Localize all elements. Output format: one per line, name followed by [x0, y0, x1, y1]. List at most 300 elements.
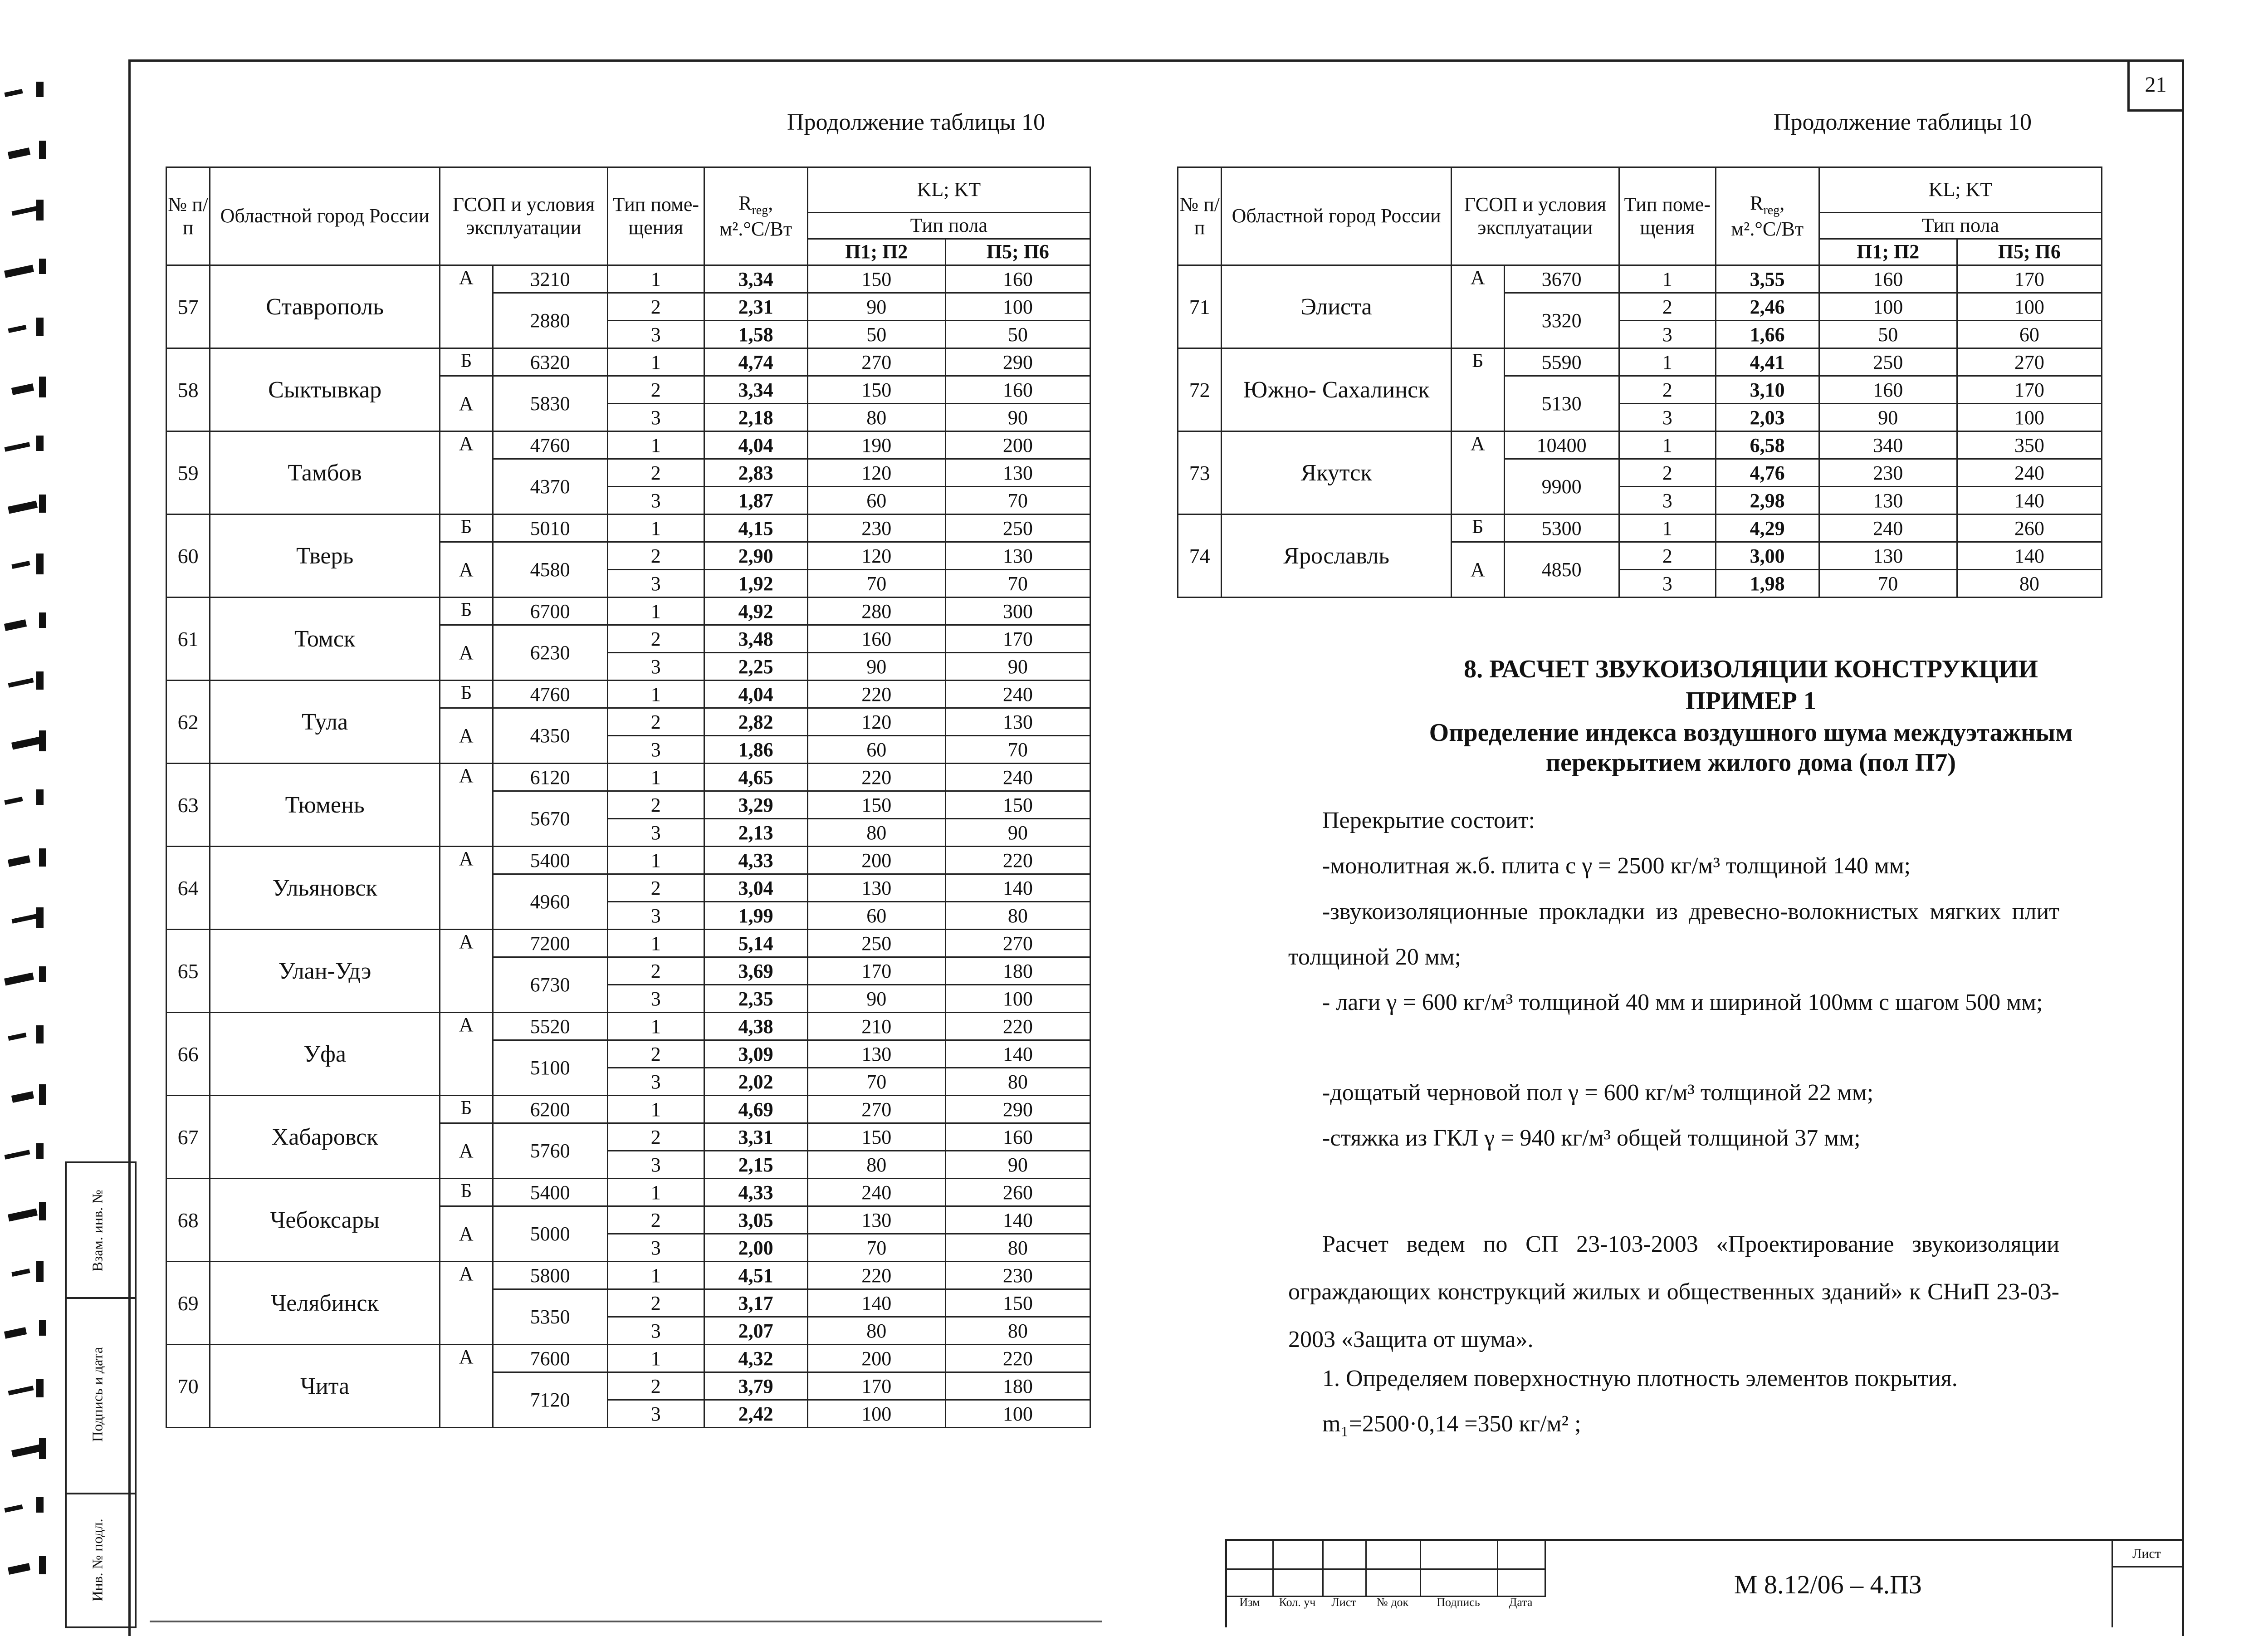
document-code: М 8.12/06 – 4.ПЗ: [1545, 1541, 2113, 1627]
p12-cell: 230: [807, 514, 945, 542]
table-row: [166, 764, 1090, 791]
p56-cell: 60: [1957, 321, 2102, 348]
scan-edge-mark: [12, 914, 38, 923]
left-table-caption: Продолжение таблицы 10: [787, 109, 1045, 135]
rreq-cell: 4,92: [704, 598, 807, 625]
room-type-cell: 2: [1619, 293, 1716, 321]
condition-cell: Б: [440, 348, 493, 376]
room-type-cell: 2: [1619, 459, 1716, 487]
p56-cell: 300: [945, 598, 1090, 625]
gsop-cell: 5590: [1504, 348, 1619, 376]
section-example: ПРИМЕР 1: [1686, 687, 1816, 715]
scan-edge-mark: [39, 1438, 46, 1459]
room-type-cell: 1: [607, 1013, 704, 1040]
p56-cell: 260: [945, 1179, 1090, 1206]
city-name: Улан-Удэ: [210, 930, 440, 1013]
p12-cell: 160: [1819, 265, 1957, 293]
gsop-cell: 10400: [1504, 431, 1619, 459]
tb-cell: [1497, 1541, 1546, 1570]
tb-col-label: Лист: [1331, 1596, 1356, 1609]
tb-cell: [1365, 1541, 1421, 1570]
room-type-cell: 2: [607, 791, 704, 819]
p12-cell: 130: [807, 874, 945, 902]
p12-cell: 90: [807, 293, 945, 321]
scan-edge-mark: [39, 1556, 46, 1574]
room-type-cell: 3: [607, 653, 704, 681]
row-number: 64: [166, 847, 210, 930]
rreq-cell: 2,13: [704, 819, 807, 847]
room-type-cell: 3: [1619, 487, 1716, 514]
rreq-cell: 4,04: [704, 431, 807, 459]
p56-cell: 140: [1957, 542, 2102, 570]
gsop-cell: 5400: [493, 847, 607, 874]
p12-cell: 170: [807, 1372, 945, 1400]
table-row: [166, 1013, 1090, 1040]
room-type-cell: 2: [607, 625, 704, 653]
scan-edge-mark: [8, 1209, 38, 1222]
col-city-header: Областной город России: [210, 167, 440, 265]
scan-edge-mark: [8, 147, 30, 159]
gsop-cell: 9900: [1504, 459, 1619, 514]
p56-cell: 140: [1957, 487, 2102, 514]
p12-cell: 240: [807, 1179, 945, 1206]
p56-cell: 240: [945, 764, 1090, 791]
row-number: 70: [166, 1345, 210, 1428]
col-floor-header: Тип пола: [807, 213, 1090, 239]
p56-cell: 80: [945, 1317, 1090, 1345]
col-p12-header: П1; П2: [807, 239, 945, 265]
p12-cell: 190: [807, 431, 945, 459]
gsop-cell: 4580: [493, 542, 607, 598]
scan-edge-mark: [11, 383, 34, 395]
scan-edge-mark: [36, 318, 44, 336]
tb-cell: [1420, 1541, 1498, 1570]
scan-edge-mark: [36, 436, 44, 451]
paragraph-layer-5: -стяжка из ГКЛ γ = 940 кг/м³ общей толщиной 37 мм;: [1322, 1125, 1861, 1151]
row-number: 67: [166, 1096, 210, 1179]
scan-edge-mark: [36, 789, 44, 805]
room-type-cell: 3: [607, 819, 704, 847]
room-type-cell: 1: [607, 431, 704, 459]
room-type-cell: 3: [607, 1151, 704, 1179]
p56-cell: 180: [945, 957, 1090, 985]
gsop-cell: 5000: [493, 1206, 607, 1262]
condition-cell: А: [440, 1262, 493, 1345]
rreq-cell: 2,46: [1716, 293, 1819, 321]
room-type-cell: 3: [607, 1400, 704, 1428]
p56-cell: 80: [945, 902, 1090, 930]
tb-cell: [1227, 1568, 1274, 1597]
p12-cell: 130: [1819, 487, 1957, 514]
room-type-cell: 1: [607, 681, 704, 708]
gsop-cell: 4850: [1504, 542, 1619, 598]
p56-cell: 150: [945, 791, 1090, 819]
condition-cell: А: [440, 376, 493, 431]
rreq-cell: 4,33: [704, 847, 807, 874]
tb-cell: [1322, 1541, 1367, 1570]
paragraph-layer-1: -монолитная ж.б. плита с γ = 2500 кг/м³ толщиной 140 мм;: [1322, 853, 1911, 879]
scan-edge-mark: [39, 377, 46, 397]
scan-edge-mark: [11, 561, 30, 569]
city-name: Ульяновск: [210, 847, 440, 930]
scan-edge-mark: [4, 265, 34, 278]
city-name: Тула: [210, 681, 440, 764]
rreq-cell: 1,86: [704, 736, 807, 764]
section-subtitle-1: Определение индекса воздушного шума междуэтажным: [1429, 719, 2073, 747]
p12-cell: 130: [807, 1206, 945, 1234]
table-row: [166, 1345, 1090, 1372]
gsop-cell: 4760: [493, 431, 607, 459]
scan-edge-mark: [36, 200, 44, 220]
tb-cell: [1497, 1568, 1546, 1597]
room-type-cell: 2: [607, 708, 704, 736]
title-block: [1225, 1539, 2182, 1627]
col-p56-header: П5; П6: [945, 239, 1090, 265]
condition-cell: Б: [440, 598, 493, 625]
left-data-table: [166, 167, 1091, 1428]
p12-cell: 210: [807, 1013, 945, 1040]
p56-cell: 270: [1957, 348, 2102, 376]
rreq-cell: 3,55: [1716, 265, 1819, 293]
rreq-cell: 5,14: [704, 930, 807, 957]
scan-edge-mark: [4, 89, 23, 97]
table-row: [1178, 265, 2102, 293]
rreq-cell: 3,10: [1716, 376, 1819, 404]
stamp-original-inv: [65, 1493, 137, 1628]
row-number: 58: [166, 348, 210, 431]
p56-cell: 130: [945, 459, 1090, 487]
rreq-cell: 2,00: [704, 1234, 807, 1262]
condition-cell: А: [1451, 542, 1504, 598]
p56-cell: 70: [945, 487, 1090, 514]
col-floor-header: Тип пола: [1819, 213, 2102, 239]
room-type-cell: 1: [607, 1096, 704, 1123]
room-type-cell: 2: [607, 1372, 704, 1400]
scan-edge-mark: [8, 678, 34, 687]
scan-edge-mark: [5, 442, 30, 451]
p12-cell: 70: [807, 570, 945, 598]
table-row: [166, 265, 1090, 293]
p12-cell: 90: [1819, 404, 1957, 431]
p56-cell: 200: [945, 431, 1090, 459]
p56-cell: 350: [1957, 431, 2102, 459]
table-row: [166, 1096, 1090, 1123]
rreq-cell: 1,99: [704, 902, 807, 930]
p12-cell: 50: [807, 321, 945, 348]
p56-cell: 100: [1957, 404, 2102, 431]
scan-edge-mark: [11, 1269, 30, 1277]
scan-edge-mark: [4, 619, 27, 631]
rreq-cell: 1,92: [704, 570, 807, 598]
room-type-cell: 2: [607, 293, 704, 321]
room-type-cell: 3: [607, 487, 704, 514]
rreq-cell: 3,04: [704, 874, 807, 902]
scan-edge-mark: [11, 1445, 41, 1458]
p12-cell: 230: [1819, 459, 1957, 487]
row-number: 73: [1178, 431, 1222, 514]
p12-cell: 120: [807, 459, 945, 487]
gsop-cell: 7600: [493, 1345, 607, 1372]
paragraph-intro: Перекрытие состоит:: [1322, 808, 1535, 833]
rreq-cell: 2,07: [704, 1317, 807, 1345]
gsop-cell: 2880: [493, 293, 607, 348]
col-gsop-header: ГСОП и условия эксплуатации: [440, 167, 607, 265]
p56-cell: 160: [945, 1123, 1090, 1151]
p12-cell: 220: [807, 764, 945, 791]
col-num-header: № п/ п: [166, 167, 210, 265]
gsop-cell: 6230: [493, 625, 607, 681]
scan-edge-mark: [11, 1091, 34, 1103]
col-city-header: Областной город России: [1222, 167, 1452, 265]
gsop-cell: 4760: [493, 681, 607, 708]
table-row: [1178, 431, 2102, 459]
col-p56-header: П5; П6: [1957, 239, 2102, 265]
city-name: Челябинск: [210, 1262, 440, 1345]
stamp-label: Инв. № подл.: [89, 1518, 106, 1602]
scan-edge-mark: [36, 1497, 44, 1513]
p12-cell: 80: [807, 1317, 945, 1345]
p12-cell: 250: [1819, 348, 1957, 376]
rreq-cell: 4,15: [704, 514, 807, 542]
room-type-cell: 2: [607, 874, 704, 902]
rreq-cell: 2,18: [704, 404, 807, 431]
scan-edge-mark: [39, 1202, 46, 1220]
gsop-cell: 3670: [1504, 265, 1619, 293]
tb-col-label: Изм: [1239, 1596, 1260, 1609]
p56-cell: 100: [945, 985, 1090, 1013]
room-type-cell: 1: [607, 265, 704, 293]
scan-edge-mark: [39, 1320, 46, 1336]
p56-cell: 80: [945, 1068, 1090, 1096]
tb-cell: [1272, 1541, 1324, 1570]
rreq-cell: 3,69: [704, 957, 807, 985]
room-type-cell: 3: [607, 1317, 704, 1345]
p56-cell: 80: [945, 1234, 1090, 1262]
scan-edge-mark: [8, 855, 30, 867]
city-name: Чебоксары: [210, 1179, 440, 1262]
tb-cell: [1322, 1568, 1367, 1597]
col-type-header: Тип поме- щения: [607, 167, 704, 265]
p12-cell: 80: [807, 819, 945, 847]
paragraph-layer-4: -дощатый черновой пол γ = 600 кг/м³ толщиной 22 мм;: [1322, 1080, 1874, 1106]
gsop-cell: 3210: [493, 265, 607, 293]
right-data-table: [1177, 167, 2102, 598]
row-number: 65: [166, 930, 210, 1013]
condition-cell: А: [1451, 431, 1504, 514]
col-p12-header: П1; П2: [1819, 239, 1957, 265]
p56-cell: 150: [945, 1289, 1090, 1317]
p56-cell: 90: [945, 653, 1090, 681]
stamp-label: Взам. инв. №: [89, 1190, 106, 1272]
condition-cell: А: [440, 625, 493, 681]
city-name: Томск: [210, 598, 440, 681]
rreq-cell: 3,34: [704, 376, 807, 404]
city-name: Тамбов: [210, 431, 440, 514]
rreq-cell: 4,41: [1716, 348, 1819, 376]
room-type-cell: 3: [607, 1068, 704, 1096]
room-type-cell: 2: [1619, 376, 1716, 404]
scan-edge-mark: [39, 612, 46, 628]
row-number: 68: [166, 1179, 210, 1262]
condition-cell: А: [1451, 265, 1504, 348]
rreq-cell: 4,38: [704, 1013, 807, 1040]
scan-edge-mark: [8, 1033, 26, 1041]
room-type-cell: 2: [607, 957, 704, 985]
paragraph-layer-3: - лаги γ = 600 кг/м³ толщиной 40 мм и шириной 100мм с шагом 500 мм;: [1322, 989, 2043, 1015]
condition-cell: Б: [440, 681, 493, 708]
scan-edge-mark: [4, 973, 34, 986]
row-number: 60: [166, 514, 210, 598]
table-row: [166, 348, 1090, 376]
table-row: [166, 1262, 1090, 1289]
scan-edge-mark: [39, 259, 46, 274]
condition-cell: Б: [440, 514, 493, 542]
p56-cell: 140: [945, 1206, 1090, 1234]
p12-cell: 90: [807, 653, 945, 681]
row-number: 63: [166, 764, 210, 847]
gsop-cell: 4960: [493, 874, 607, 930]
scan-edge-mark: [8, 1386, 34, 1395]
p12-cell: 200: [807, 1345, 945, 1372]
gsop-cell: 6700: [493, 598, 607, 625]
rreq-cell: 4,65: [704, 764, 807, 791]
rreq-cell: 2,15: [704, 1151, 807, 1179]
room-type-cell: 1: [607, 1262, 704, 1289]
condition-cell: А: [440, 542, 493, 598]
room-type-cell: 1: [1619, 431, 1716, 459]
room-type-cell: 1: [607, 598, 704, 625]
gsop-cell: 5760: [493, 1123, 607, 1179]
room-type-cell: 3: [607, 570, 704, 598]
rreq-cell: 3,05: [704, 1206, 807, 1234]
table-row: [166, 514, 1090, 542]
title-block-col-labels: [1227, 1596, 1545, 1614]
gsop-cell: 5350: [493, 1289, 607, 1345]
rreq-cell: 2,31: [704, 293, 807, 321]
scan-edge-mark: [39, 141, 46, 159]
p56-cell: 180: [945, 1372, 1090, 1400]
condition-cell: А: [440, 1206, 493, 1262]
rreq-cell: 4,29: [1716, 514, 1819, 542]
table-row: [166, 681, 1090, 708]
rreq-cell: 3,48: [704, 625, 807, 653]
col-rreq-header: $R_{reg}$, м².°С/Вт: [1716, 167, 1819, 265]
p12-cell: 100: [1819, 293, 1957, 321]
tb-col-label: Дата: [1509, 1596, 1533, 1609]
p56-cell: 100: [945, 1400, 1090, 1428]
p56-cell: 90: [945, 1151, 1090, 1179]
room-type-cell: 1: [607, 930, 704, 957]
city-name: Чита: [210, 1345, 440, 1428]
condition-cell: Б: [1451, 514, 1504, 542]
row-number: 62: [166, 681, 210, 764]
p12-cell: 100: [807, 1400, 945, 1428]
p56-cell: 240: [1957, 459, 2102, 487]
gsop-cell: 5300: [1504, 514, 1619, 542]
tb-col-label: Подпись: [1437, 1596, 1480, 1609]
rreq-cell: 1,66: [1716, 321, 1819, 348]
room-type-cell: 1: [1619, 514, 1716, 542]
row-number: 59: [166, 431, 210, 514]
table-row: [166, 1179, 1090, 1206]
right-table-caption: Продолжение таблицы 10: [1774, 109, 2032, 135]
condition-cell: Б: [1451, 348, 1504, 431]
room-type-cell: 2: [607, 376, 704, 404]
rreq-cell: 4,69: [704, 1096, 807, 1123]
p56-cell: 100: [945, 293, 1090, 321]
room-type-cell: 1: [1619, 265, 1716, 293]
scan-edge-mark: [8, 325, 26, 333]
room-type-cell: 1: [607, 1179, 704, 1206]
stamp-label: Подпись и дата: [89, 1347, 106, 1442]
table-row: [166, 431, 1090, 459]
paragraph-layer-2: -звукоизоляционные прокладки из древесно-волокнистых мягких плит толщиной 20 мм;: [1288, 899, 2059, 970]
scan-edge-mark: [8, 1563, 30, 1575]
p12-cell: 150: [807, 791, 945, 819]
gsop-cell: 5130: [1504, 376, 1619, 431]
scan-edge-mark: [11, 737, 41, 750]
p12-cell: 160: [1819, 376, 1957, 404]
rreq-cell: 3,31: [704, 1123, 807, 1151]
room-type-cell: 1: [607, 764, 704, 791]
row-number: 74: [1178, 514, 1222, 598]
rreq-cell: 1,58: [704, 321, 807, 348]
p56-cell: 170: [1957, 265, 2102, 293]
p12-cell: 120: [807, 708, 945, 736]
scan-edge-mark: [39, 495, 46, 513]
room-type-cell: 2: [607, 1123, 704, 1151]
city-name: Тверь: [210, 514, 440, 598]
city-name: Сыктывкар: [210, 348, 440, 431]
row-number: 69: [166, 1262, 210, 1345]
city-name: Ярославль: [1222, 514, 1452, 598]
room-type-cell: 3: [1619, 570, 1716, 598]
p12-cell: 280: [807, 598, 945, 625]
scan-edge-mark: [8, 501, 38, 514]
p12-cell: 240: [1819, 514, 1957, 542]
tb-col-label: Кол. уч: [1279, 1596, 1316, 1609]
rreq-cell: 6,58: [1716, 431, 1819, 459]
scan-edge-mark: [39, 848, 46, 867]
city-name: Якутск: [1222, 431, 1452, 514]
rreq-cell: 4,04: [704, 681, 807, 708]
condition-cell: А: [440, 764, 493, 847]
rreq-cell: 2,25: [704, 653, 807, 681]
p56-cell: 270: [945, 930, 1090, 957]
rreq-cell: 3,17: [704, 1289, 807, 1317]
p12-cell: 140: [807, 1289, 945, 1317]
room-type-cell: 1: [607, 514, 704, 542]
room-type-cell: 3: [1619, 404, 1716, 431]
stamp-signature-date: [65, 1295, 137, 1494]
gsop-cell: 5800: [493, 1262, 607, 1289]
rreq-cell: 4,74: [704, 348, 807, 376]
condition-cell: Б: [440, 1179, 493, 1206]
tb-cell: [1365, 1568, 1421, 1597]
gsop-cell: 3320: [1504, 293, 1619, 348]
gsop-cell: 5670: [493, 791, 607, 847]
table-row: [166, 598, 1090, 625]
gsop-cell: 6730: [493, 957, 607, 1013]
p56-cell: 130: [945, 708, 1090, 736]
col-gsop-header: ГСОП и условия эксплуатации: [1451, 167, 1619, 265]
p56-cell: 220: [945, 1345, 1090, 1372]
rreq-cell: 3,09: [704, 1040, 807, 1068]
rreq-cell: 2,35: [704, 985, 807, 1013]
formula-m1: m₁=2500·0,14 =350 кг/м² ;: [1322, 1411, 1581, 1437]
gsop-cell: 5520: [493, 1013, 607, 1040]
rreq-cell: 3,79: [704, 1372, 807, 1400]
